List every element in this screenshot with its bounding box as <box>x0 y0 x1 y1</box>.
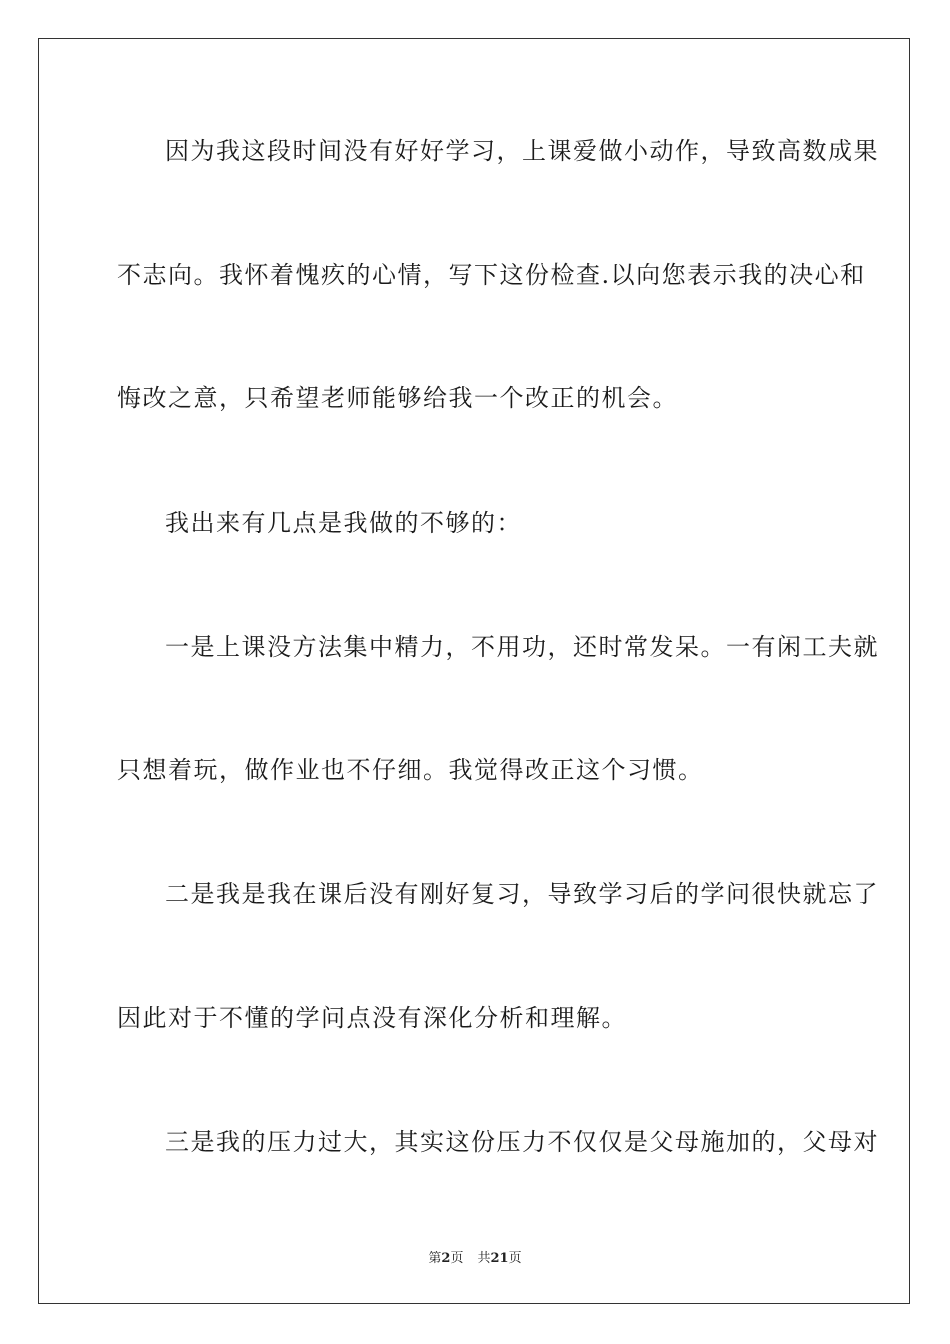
page-footer <box>0 1247 950 1266</box>
page-border <box>38 38 910 1304</box>
footer-total-suffix: 页 <box>508 1251 522 1266</box>
paragraph-line-5: 一是上课没方法集中精力，不用功，还时常发呆。一有闲工夫就 <box>165 633 879 661</box>
paragraph-line-1: 因为我这段时间没有好好学习，上课爱做小动作，导致高数成果 <box>165 137 879 165</box>
paragraph-line-2: 不志向。我怀着愧疚的心情，写下这份检查.以向您表示我的决心和 <box>117 261 866 289</box>
footer-total-prefix: 共 <box>477 1251 491 1266</box>
footer-page-suffix: 页 <box>450 1251 464 1266</box>
footer-page-prefix: 第 <box>428 1251 442 1266</box>
paragraph-line-9: 三是我的压力过大，其实这份压力不仅仅是父母施加的，父母对 <box>165 1128 879 1156</box>
footer-total-pages: 21 <box>490 1251 509 1266</box>
paragraph-line-7: 二是我是我在课后没有刚好复习，导致学习后的学问很快就忘了 <box>165 880 879 908</box>
paragraph-line-3: 悔改之意，只希望老师能够给我一个改正的机会。 <box>117 384 678 412</box>
footer-page-number: 2 <box>441 1251 451 1266</box>
paragraph-line-4: 我出来有几点是我做的不够的： <box>165 509 522 537</box>
paragraph-line-8: 因此对于不懂的学问点没有深化分析和理解。 <box>117 1004 627 1032</box>
paragraph-line-6: 只想着玩，做作业也不仔细。我觉得改正这个习惯。 <box>117 756 704 784</box>
